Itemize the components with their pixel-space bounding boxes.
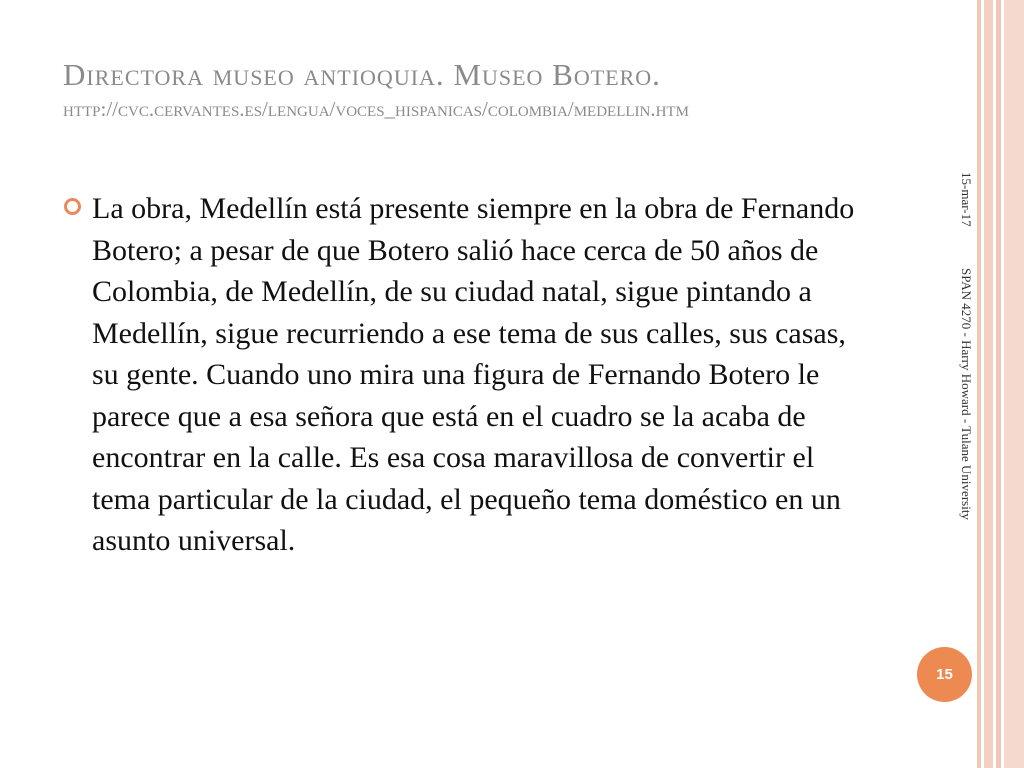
circle-bullet-icon [64,198,81,215]
page-number-badge: 15 [917,647,972,702]
bullet-text: La obra, Medellín está presente siempre en la obra de Fernando Botero; a pesar de que Botero salió hace cerca de 50 años de Colombia, de Medellín, de su ciudad natal, sigue pintando a Medellín, sigue recurriendo a ese tema de sus calles, sus casas, su gente. Cuando uno mira una figura de Fernando Botero le parece que a esa señora que está en el cuadro se la acaba de encontrar en la calle. Es esa cosa maravillosa de convertir el tema particular de la ciudad, el pequeño tema doméstico en un asunto universal. [92,192,855,557]
decorative-stripe [996,0,1001,768]
bullet-list [64,188,864,562]
slide-footer: SPAN 4270 - Harry Howard - Tulane University [959,268,974,520]
bullet-item [64,188,864,562]
decorative-stripe [1004,0,1024,768]
decorative-stripe [977,0,981,768]
decorative-stripe [984,0,993,768]
slide-title-text: Directora museo antioquia. Museo Botero. [63,57,661,92]
slide-date: 15-mar-17 [959,172,974,227]
slide-title-url: http://cvc.cervantes.es/lengua/voces_hispanicas/colombia/medellin.htm [63,97,689,121]
slide-title [63,56,943,124]
